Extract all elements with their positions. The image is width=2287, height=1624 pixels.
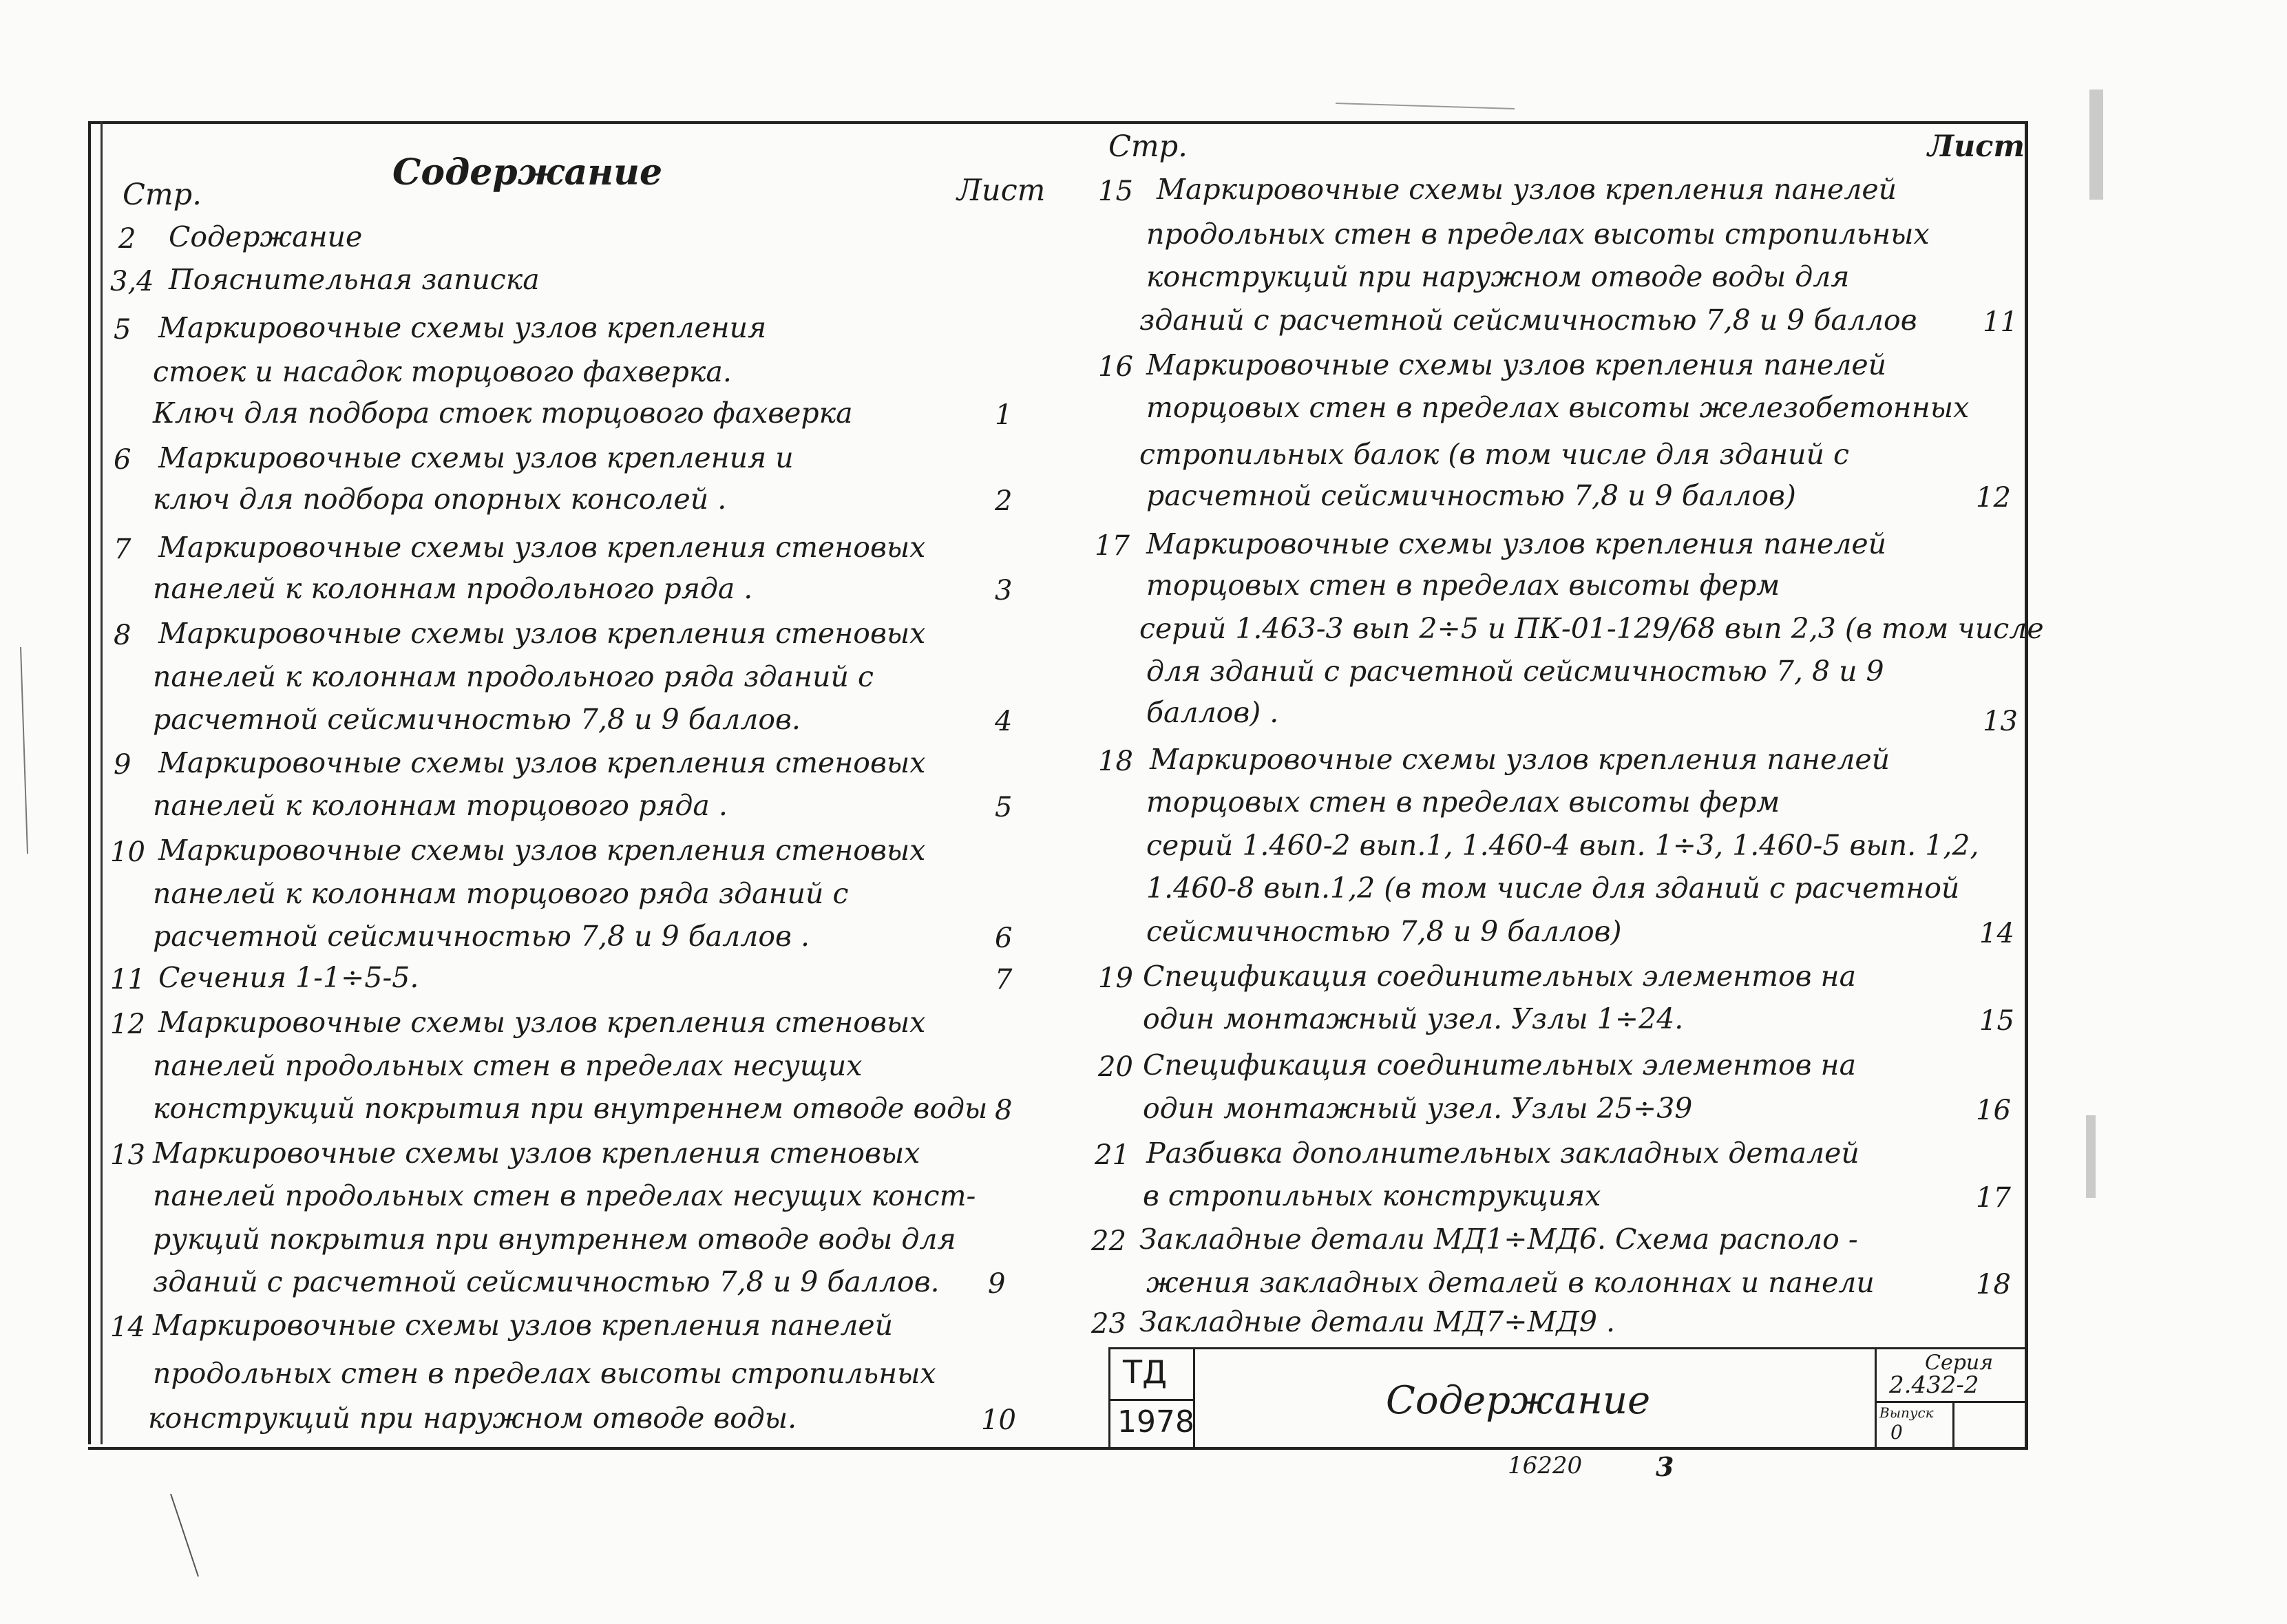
- entry-line: Закладные детали МД1÷МД6. Схема располо -: [1139, 1223, 1858, 1256]
- entry-sheet: 14: [1979, 918, 2014, 949]
- entry-line: конструкций при наружном отводе воды.: [148, 1402, 797, 1435]
- entry-line: панелей к колоннам продольного ряда .: [153, 572, 753, 605]
- entry-line: Содержание: [169, 220, 363, 253]
- entry-line: стропильных балок (в том числе для зданий с: [1139, 438, 1849, 471]
- entry-page: 14: [110, 1311, 145, 1343]
- entry-line: Маркировочные схемы узлов крепления стеновых: [158, 834, 926, 867]
- entry-sheet: 1: [995, 399, 1013, 431]
- entry-page: 11: [110, 964, 145, 995]
- entry-line: сейсмичностью 7,8 и 9 баллов): [1146, 915, 1622, 948]
- entry-line: Сечения 1-1÷5-5.: [158, 961, 419, 994]
- entry-line: Маркировочные схемы узлов крепления стеновых: [158, 746, 926, 779]
- entry-line: Ключ для подбора стоек торцового фахверка: [153, 397, 853, 430]
- entry-line: Разбивка дополнительных закладных деталей: [1146, 1137, 1859, 1170]
- entry-line: Закладные детали МД7÷МД9 .: [1139, 1305, 1616, 1338]
- entry-line: панелей продольных стен в пределах несущих конст-: [153, 1179, 976, 1212]
- entry-line: рукций покрытия при внутреннем отводе воды для: [153, 1223, 956, 1256]
- entry-line: один монтажный узел. Узлы 1÷24.: [1143, 1002, 1684, 1035]
- entry-sheet: 15: [1979, 1005, 2014, 1037]
- entry-line: Маркировочные схемы узлов крепления панелей: [153, 1309, 894, 1342]
- entry-line: ключ для подбора опорных консолей .: [153, 483, 727, 516]
- column-header-sheet-right: Лист: [1928, 129, 2025, 164]
- entry-page: 12: [110, 1009, 145, 1040]
- entry-line: Маркировочные схемы узлов крепления панелей: [1157, 173, 1897, 206]
- entry-line: панелей к колоннам продольного ряда зданий с: [153, 660, 874, 693]
- entry-sheet: 9: [988, 1268, 1006, 1300]
- stamp-series-label: Серия: [1925, 1351, 1994, 1375]
- entry-page: 21: [1095, 1139, 1130, 1171]
- entry-sheet: 18: [1976, 1269, 2011, 1300]
- entry-sheet: 10: [981, 1404, 1016, 1436]
- entry-line: серий 1.460-2 вып.1, 1.460-4 вып. 1÷3, 1.460-5 вып. 1,2,: [1146, 829, 1979, 862]
- entry-page: 10: [110, 836, 145, 868]
- entry-page: 19: [1098, 962, 1133, 994]
- entry-page: 5: [114, 314, 131, 346]
- entry-line: конструкций при наружном отводе воды для: [1146, 260, 1850, 293]
- entry-page: 20: [1098, 1051, 1133, 1083]
- entry-line: в стропильных конструкциях: [1143, 1179, 1601, 1212]
- entry-line: торцовых стен в пределах высоты ферм: [1146, 785, 1780, 819]
- entry-line: зданий с расчетной сейсмичностью 7,8 и 9 баллов: [1139, 304, 1917, 337]
- entry-page: 9: [114, 749, 131, 781]
- entry-line: стоек и насадок торцового фахверка.: [153, 355, 732, 388]
- entry-page: 6: [114, 444, 131, 476]
- stamp-title: Содержание: [1386, 1378, 1651, 1423]
- entry-line: панелей к колоннам торцового ряда зданий с: [153, 877, 849, 910]
- page-title: Содержание: [392, 151, 663, 193]
- entry-sheet: 11: [1983, 306, 2018, 338]
- column-header-sheet-left: Лист: [957, 173, 1046, 208]
- entry-line: Маркировочные схемы узлов крепления панелей: [1150, 743, 1890, 776]
- entry-page: 18: [1098, 746, 1133, 777]
- entry-page: 3,4: [110, 266, 154, 297]
- entry-line: торцовых стен в пределах высоты железобетонных: [1146, 391, 1970, 424]
- entry-line: продольных стен в пределах высоты стропильных: [1146, 218, 1930, 251]
- entry-line: расчетной сейсмичностью 7,8 и 9 баллов .: [153, 920, 810, 953]
- entry-sheet: 2: [995, 485, 1013, 517]
- entry-sheet: 8: [995, 1095, 1013, 1126]
- entry-line: Маркировочные схемы узлов крепления: [158, 311, 767, 344]
- entry-line: один монтажный узел. Узлы 25÷39: [1143, 1092, 1693, 1125]
- entry-sheet: 4: [995, 706, 1013, 737]
- entry-page: 2: [118, 223, 136, 255]
- entry-sheet: 17: [1976, 1182, 2011, 1214]
- entry-line: Пояснительная записка: [169, 263, 540, 296]
- entry-page: 23: [1091, 1308, 1126, 1340]
- entry-line: Маркировочные схемы узлов крепления и: [158, 441, 794, 474]
- entry-line: жения закладных деталей в колоннах и панели: [1146, 1266, 1875, 1299]
- entry-line: торцовых стен в пределах высоты ферм: [1146, 569, 1780, 602]
- entry-line: конструкций покрытия при внутреннем отводе воды: [153, 1092, 988, 1125]
- entry-page: 22: [1091, 1225, 1126, 1257]
- entry-line: Маркировочные схемы узлов крепления стеновых: [158, 531, 926, 564]
- stamp-code: ТД: [1123, 1353, 1168, 1391]
- entry-sheet: 13: [1983, 706, 2018, 737]
- entry-line: для зданий с расчетной сейсмичностью 7, 8 и 9: [1146, 655, 1884, 688]
- entry-line: Спецификация соединительных элементов на: [1143, 960, 1857, 993]
- entry-sheet: 7: [995, 964, 1013, 995]
- entry-line: Маркировочные схемы узлов крепления стеновых: [153, 1137, 920, 1170]
- entry-line: расчетной сейсмичностью 7,8 и 9 баллов): [1146, 479, 1796, 512]
- entry-line: продольных стен в пределах высоты стропильных: [153, 1357, 936, 1390]
- entry-page: 17: [1095, 530, 1130, 562]
- stamp-year: 1978: [1117, 1404, 1194, 1440]
- entry-line: Маркировочные схемы узлов крепления панелей: [1146, 348, 1887, 381]
- inventory-number: 16220: [1508, 1452, 1583, 1479]
- entry-sheet: 3: [995, 575, 1013, 607]
- stamp-issue-value: 0: [1890, 1421, 1903, 1444]
- entry-line: Спецификация соединительных элементов на: [1143, 1048, 1857, 1082]
- column-header-page-left: Стр.: [123, 178, 202, 212]
- entry-sheet: 6: [995, 922, 1013, 954]
- entry-line: баллов) .: [1146, 696, 1279, 729]
- entry-page: 13: [110, 1139, 145, 1171]
- entry-line: Маркировочные схемы узлов крепления панелей: [1146, 527, 1887, 560]
- entry-sheet: 5: [995, 792, 1013, 823]
- entry-line: зданий с расчетной сейсмичностью 7,8 и 9 баллов.: [153, 1265, 940, 1298]
- column-header-page-right: Стр.: [1108, 129, 1188, 164]
- stamp-issue-label: Выпуск: [1879, 1404, 1934, 1421]
- entry-line: панелей продольных стен в пределах несущих: [153, 1049, 863, 1082]
- page-number: 3: [1656, 1451, 1674, 1482]
- stamp-series-value: 2.432-2: [1889, 1371, 1979, 1399]
- entry-line: панелей к колоннам торцового ряда .: [153, 789, 728, 822]
- entry-page: 7: [114, 534, 131, 565]
- entry-page: 16: [1098, 351, 1133, 383]
- entry-line: расчетной сейсмичностью 7,8 и 9 баллов.: [153, 703, 801, 736]
- entry-line: Маркировочные схемы узлов крепления стеновых: [158, 617, 926, 650]
- entry-line: серий 1.463-3 вып 2÷5 и ПК-01-129/68 вып 2,3 (в том числе: [1139, 612, 2044, 645]
- entry-sheet: 16: [1976, 1095, 2011, 1126]
- entry-page: 15: [1098, 176, 1133, 207]
- entry-page: 8: [114, 620, 131, 651]
- entry-sheet: 12: [1976, 482, 2011, 514]
- entry-line: Маркировочные схемы узлов крепления стеновых: [158, 1006, 926, 1039]
- entry-line: 1.460-8 вып.1,2 (в том числе для зданий с расчетной: [1146, 872, 1960, 905]
